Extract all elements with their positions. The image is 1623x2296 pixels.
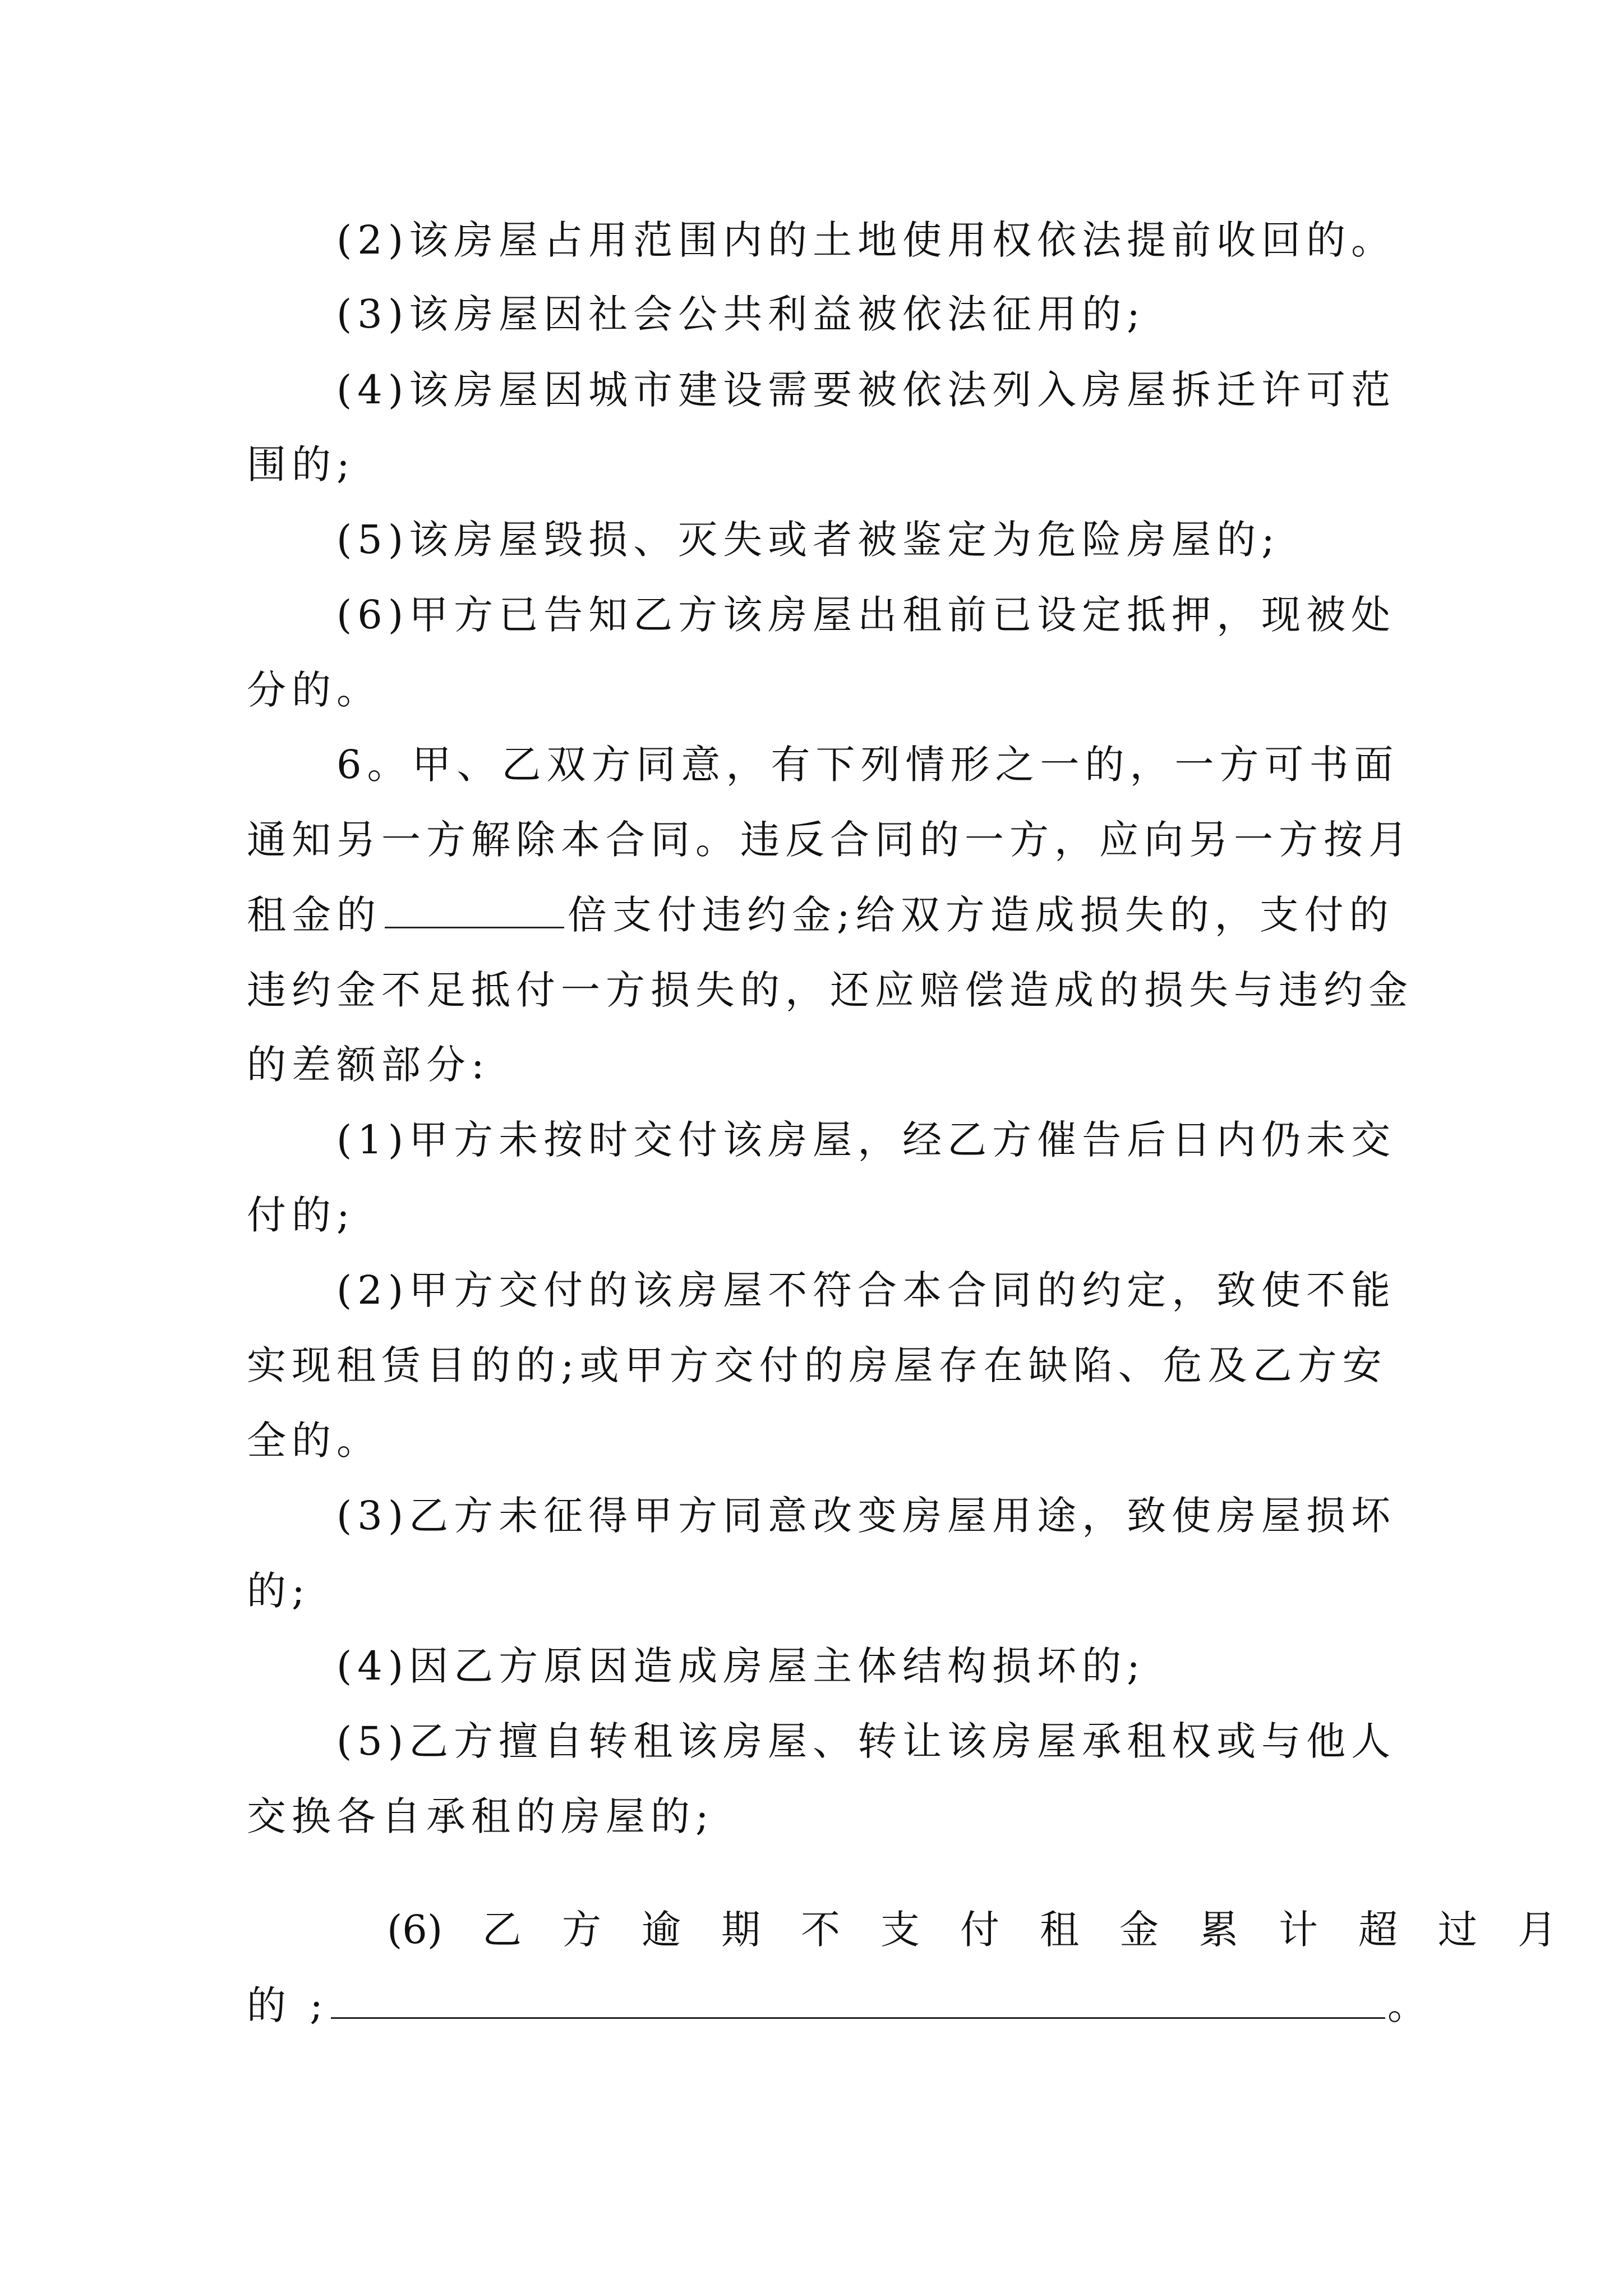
text-line: (1)甲方未按时交付该房屋，经乙方催告后日内仍未交 <box>336 1117 1396 1163</box>
text-line: 围的; <box>247 441 356 487</box>
text-line: 交换各自承租的房屋的; <box>247 1793 714 1839</box>
text-line-spaced: 乙方逾期不支付租金累计超过月 <box>482 1907 1597 1953</box>
text-line: (3)乙方未征得甲方同意改变房屋用途，致使房屋损坏 <box>336 1493 1396 1539</box>
text-line: (6)甲方已告知乙方该房屋出租前已设定抵押，现被处 <box>336 592 1396 638</box>
text-line: (3)该房屋因社会公共利益被依法征用的; <box>336 291 1146 337</box>
text-segment: 的 ; <box>247 1982 329 2028</box>
text-segment: 租金的 <box>247 892 381 938</box>
text-line: 违约金不足抵付一方损失的，还应赔偿造成的损失与违约金 <box>247 967 1413 1013</box>
text-line: 实现租赁目的的;或甲方交付的房屋存在缺陷、危及乙方安 <box>247 1342 1387 1388</box>
text-line: 通知另一方解除本合同。违反合同的一方，应向另一方按月 <box>247 817 1413 863</box>
text-line-with-blank <box>247 887 1394 943</box>
text-line: 全的。 <box>247 1418 381 1464</box>
text-line: (5)乙方擅自转租该房屋、转让该房屋承租权或与他人 <box>336 1718 1396 1764</box>
item-number: (6) <box>387 1907 443 1953</box>
text-line: (4)因乙方原因造成房屋主体结构损坏的; <box>336 1643 1146 1689</box>
text-segment: 。 <box>1387 1982 1432 2028</box>
text-line: (5)该房屋毁损、灭失或者被鉴定为危险房屋的; <box>336 517 1280 563</box>
text-line: 的; <box>247 1568 311 1614</box>
text-line: (2)甲方交付的该房屋不符合本合同的约定，致使不能 <box>336 1267 1396 1313</box>
fill-in-blank[interactable] <box>385 887 564 928</box>
text-line: (4)该房屋因城市建设需要被依法列入房屋拆迁许可范 <box>336 367 1396 413</box>
fill-in-blank[interactable] <box>331 1978 1385 2019</box>
text-line: 付的; <box>247 1192 356 1238</box>
text-line: (2)该房屋占用范围内的土地使用权依法提前收回的。 <box>336 217 1396 263</box>
text-line: 分的。 <box>247 667 381 713</box>
text-segment: 倍支付违约金;给双方造成损失的，支付的 <box>568 892 1394 938</box>
text-line: 6。甲、乙双方同意，有下列情形之一的，一方可书面 <box>336 742 1399 788</box>
text-line: 的差额部分: <box>247 1042 490 1088</box>
text-line-with-blank <box>247 1977 1432 2033</box>
